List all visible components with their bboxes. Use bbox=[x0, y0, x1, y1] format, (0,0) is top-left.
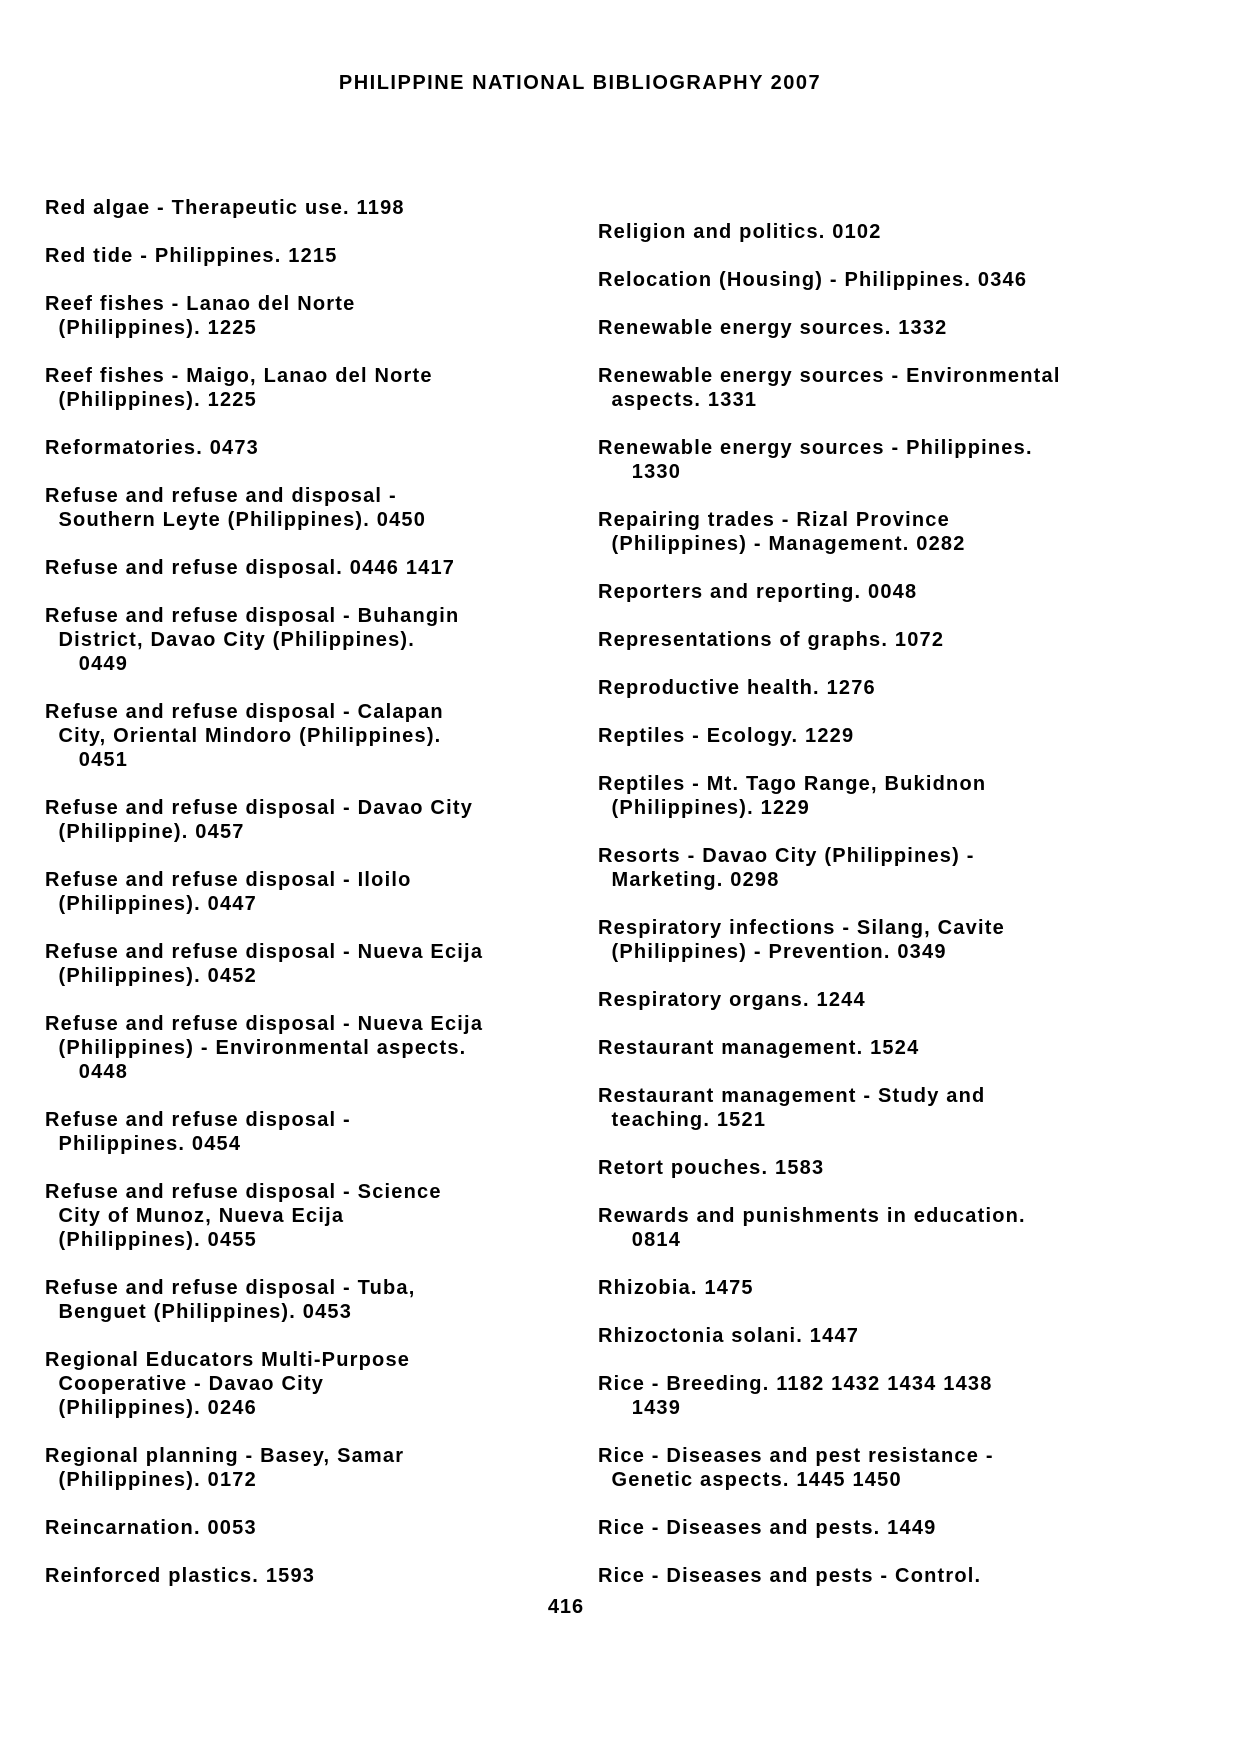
index-entry: Rice - Diseases and pest resistance - Genetic aspects. 1445 1450 bbox=[598, 1445, 994, 1491]
index-entry: Regional planning - Basey, Samar (Philippines). 0172 bbox=[45, 1445, 405, 1491]
index-entry: Resorts - Davao City (Philippines) - Marketing. 0298 bbox=[598, 845, 975, 891]
index-entry: Respiratory organs. 1244 bbox=[598, 989, 866, 1011]
index-entry: Refuse and refuse disposal - Nueva Ecija (Philippines). 0452 bbox=[45, 941, 484, 987]
index-entry: Retort pouches. 1583 bbox=[598, 1157, 825, 1179]
index-entry: Reptiles - Ecology. 1229 bbox=[598, 725, 855, 747]
index-entry: Restaurant management - Study and teaching. 1521 bbox=[598, 1085, 986, 1131]
index-entry: Refuse and refuse disposal - Davao City (Philippine). 0457 bbox=[45, 797, 474, 843]
index-entry: Religion and politics. 0102 bbox=[598, 221, 882, 243]
index-entry: Reef fishes - Maigo, Lanao del Norte (Philippines). 1225 bbox=[45, 365, 433, 411]
index-entry: Refuse and refuse disposal - Iloilo (Philippines). 0447 bbox=[45, 869, 412, 915]
index-entry: Reformatories. 0473 bbox=[45, 437, 260, 459]
index-entry: Reproductive health. 1276 bbox=[598, 677, 876, 699]
index-entry: Reef fishes - Lanao del Norte (Philippines). 1225 bbox=[45, 293, 356, 339]
index-entry: Refuse and refuse disposal. 0446 1417 bbox=[45, 557, 456, 579]
right-column bbox=[598, 220, 1118, 1612]
index-entry: Rhizobia. 1475 bbox=[598, 1277, 754, 1299]
index-entry: Renewable energy sources - Philippines. 1330 bbox=[598, 437, 1033, 483]
page-title: PHILIPPINE NATIONAL BIBLIOGRAPHY 2007 bbox=[338, 72, 822, 94]
index-entry: Red tide - Philippines. 1215 bbox=[45, 245, 338, 267]
index-entry: Repairing trades - Rizal Province (Philippines) - Management. 0282 bbox=[598, 509, 966, 555]
page-number: 416 bbox=[547, 1596, 585, 1618]
index-entry: Relocation (Housing) - Philippines. 0346 bbox=[598, 269, 1028, 291]
index-entry: Rhizoctonia solani. 1447 bbox=[598, 1325, 860, 1347]
index-entry: Regional Educators Multi-Purpose Cooperative - Davao City (Philippines). 0246 bbox=[45, 1349, 411, 1419]
index-entry: Renewable energy sources - Environmental aspects. 1331 bbox=[598, 365, 1061, 411]
index-entry: Rice - Breeding. 1182 1432 1434 1438 1439 bbox=[598, 1373, 993, 1419]
index-entry: Refuse and refuse disposal - Nueva Ecija (Philippines) - Environmental aspects. 0448 bbox=[45, 1013, 484, 1083]
index-entry: Reporters and reporting. 0048 bbox=[598, 581, 918, 603]
index-entry: Refuse and refuse disposal - Tuba, Benguet (Philippines). 0453 bbox=[45, 1277, 416, 1323]
left-column bbox=[45, 196, 565, 1612]
index-entry: Respiratory infections - Silang, Cavite (Philippines) - Prevention. 0349 bbox=[598, 917, 1005, 963]
index-entry: Reinforced plastics. 1593 bbox=[45, 1565, 316, 1587]
index-entry: Rice - Diseases and pests - Control. bbox=[598, 1565, 982, 1587]
index-entry: Restaurant management. 1524 bbox=[598, 1037, 920, 1059]
index-entry: Refuse and refuse disposal - Philippines. 0454 bbox=[45, 1109, 351, 1155]
index-entry: Renewable energy sources. 1332 bbox=[598, 317, 948, 339]
index-entry: Representations of graphs. 1072 bbox=[598, 629, 945, 651]
index-entry: Refuse and refuse disposal - Buhangin District, Davao City (Philippines). 0449 bbox=[45, 605, 460, 675]
index-entry: Refuse and refuse and disposal - Southern Leyte (Philippines). 0450 bbox=[45, 485, 427, 531]
index-entry: Refuse and refuse disposal - Science City of Munoz, Nueva Ecija (Philippines). 0455 bbox=[45, 1181, 442, 1251]
index-entry: Reptiles - Mt. Tago Range, Bukidnon (Philippines). 1229 bbox=[598, 773, 987, 819]
index-entry: Rewards and punishments in education. 0814 bbox=[598, 1205, 1026, 1251]
index-entry: Refuse and refuse disposal - Calapan City, Oriental Mindoro (Philippines). 0451 bbox=[45, 701, 444, 771]
index-entry: Reincarnation. 0053 bbox=[45, 1517, 257, 1539]
index-entry: Red algae - Therapeutic use. 1198 bbox=[45, 197, 405, 219]
index-entry: Rice - Diseases and pests. 1449 bbox=[598, 1517, 937, 1539]
